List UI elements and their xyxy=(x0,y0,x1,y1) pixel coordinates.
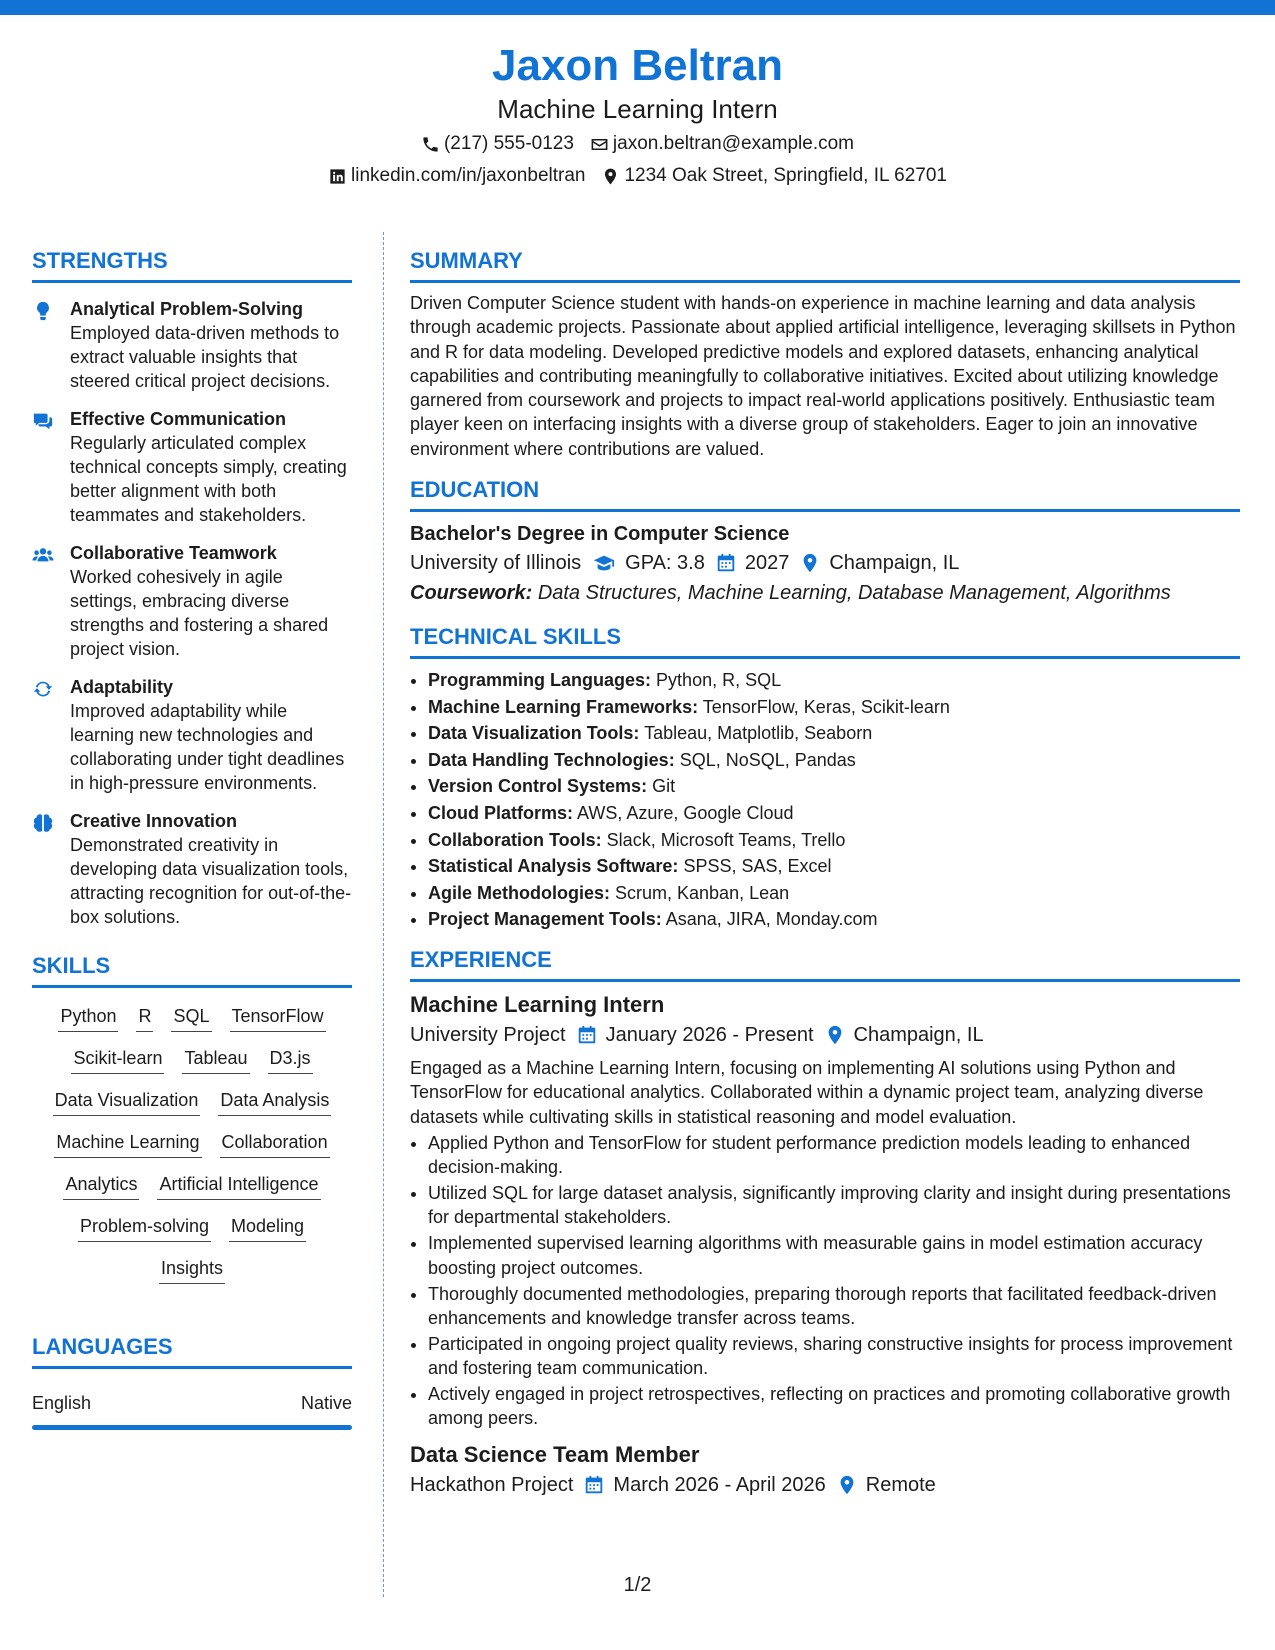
experience-rule xyxy=(410,979,1240,982)
map-pin-icon xyxy=(799,552,821,574)
skill-chip: Collaboration xyxy=(220,1130,330,1158)
coursework-label: Coursework: xyxy=(410,582,533,605)
graduation-year: 2027 xyxy=(744,552,790,575)
skill-chip: Tableau xyxy=(182,1046,249,1074)
tech-skill-item xyxy=(428,694,1240,721)
column-divider xyxy=(383,232,384,1597)
languages-heading: LANGUAGES xyxy=(32,1334,173,1359)
skill-chip: Python xyxy=(58,1004,118,1032)
skill-chip: Machine Learning xyxy=(54,1130,201,1158)
tech-skill-item xyxy=(428,880,1240,907)
job-dates: January 2026 - Present xyxy=(605,1024,814,1047)
job-bullet: • Utilized SQL for large dataset analysis, significantly improving clarity and insight during presentations for departmental stakeholders. xyxy=(428,1181,1240,1229)
brain-icon xyxy=(32,812,54,834)
skill-chip: SQL xyxy=(171,1004,211,1032)
strength-desc: Worked cohesively in agile settings, embracing diverse strengths and fostering a shared project vision. xyxy=(70,567,329,659)
sync-icon xyxy=(32,678,54,700)
skills-heading: SKILLS xyxy=(32,953,111,978)
job-bullet: • Actively engaged in project retrospectives, reflecting on practices and promoting collaborative growth among peers. xyxy=(428,1382,1240,1430)
candidate-name: Jaxon Beltran xyxy=(492,41,783,90)
skill-chip: Analytics xyxy=(63,1172,139,1200)
strength-title: Adaptability xyxy=(70,677,174,697)
tech-skill-value: TensorFlow, Keras, Scikit-learn xyxy=(702,696,950,717)
strength-item xyxy=(32,407,352,527)
education-location: Champaign, IL xyxy=(829,552,960,575)
job-bullet: • Participated in ongoing project quality reviews, sharing constructive insights for process improvement and fostering team communication. xyxy=(428,1332,1240,1380)
comments-icon xyxy=(32,410,54,432)
skills-list xyxy=(32,1004,352,1284)
strength-desc: Employed data-driven methods to extract valuable insights that steered critical project decisions. xyxy=(70,323,340,391)
summary-text: Driven Computer Science student with hands-on experience in machine learning and data analysis through academic projects. Passionate about applied artificial intelligence, leveraging skillsets in Python and R for data modeling. Developed predictive models and explored datasets, enhancing analytical capabilities and contributing meaningfully to collaborative initiatives. Excited about utilizing knowledge garnered from coursework and projects to impact real-world applications positively. Enthusiastic team player keen on interfacing insights with a diverse group of stakeholders. Eager to join an innovative environment where contributions are valued. xyxy=(410,293,1236,459)
summary-rule xyxy=(410,280,1240,283)
map-pin-icon xyxy=(601,167,620,186)
strength-desc: Regularly articulated complex technical concepts simply, creating better alignment with both teammates and stakeholders. xyxy=(70,433,347,525)
year-group xyxy=(715,548,790,578)
resume-header xyxy=(0,40,1275,190)
education-heading: EDUCATION xyxy=(410,477,540,503)
degree-title: Bachelor's Degree in Computer Science xyxy=(410,523,790,546)
tech-skill-value: Scrum, Kanban, Lean xyxy=(615,882,790,903)
education-location-group xyxy=(799,548,959,578)
page-number: 1/2 xyxy=(623,1574,652,1596)
linkedin-icon xyxy=(328,167,347,186)
tech-skill-value: Asana, JIRA, Monday.com xyxy=(665,909,878,930)
strength-item xyxy=(32,297,352,393)
strength-item xyxy=(32,809,352,929)
job-dates: March 2026 - April 2026 xyxy=(613,1474,826,1497)
experience-heading: EXPERIENCE xyxy=(410,947,552,973)
tech-skill-label: Programming Languages: xyxy=(428,670,652,691)
job-title: Data Science Team Member xyxy=(410,1442,700,1468)
job-bullet: • Thoroughly documented methodologies, preparing thorough reports that facilitated feedback-driven enhancements and knowledge transfer across teams. xyxy=(428,1282,1240,1330)
language-level: Native xyxy=(300,1393,352,1413)
strengths-rule xyxy=(32,280,352,283)
tech-skill-label: Cloud Platforms: xyxy=(428,803,574,824)
job-dates-group xyxy=(583,1470,825,1500)
skill-chip: TensorFlow xyxy=(230,1004,326,1032)
job-dates-group xyxy=(576,1020,814,1050)
tech-skill-value: SPSS, SAS, Excel xyxy=(683,856,832,877)
contact-row-2 xyxy=(0,162,1275,190)
gpa-group xyxy=(591,548,705,578)
tech-skill-item xyxy=(428,906,1240,933)
linkedin-text[interactable]: linkedin.com/in/jaxonbeltran xyxy=(351,165,586,186)
map-pin-icon xyxy=(836,1474,858,1496)
technical-skills-list xyxy=(410,667,1240,933)
coursework-line xyxy=(410,578,1240,608)
users-icon xyxy=(32,544,54,566)
coursework-list: Data Structures, Machine Learning, Database Management, Algorithms xyxy=(537,582,1171,605)
address-contact xyxy=(601,162,947,190)
tech-skill-label: Statistical Analysis Software: xyxy=(428,856,679,877)
job-location-group xyxy=(824,1020,984,1050)
tech-skill-item xyxy=(428,720,1240,747)
skill-chip: Problem-solving xyxy=(78,1214,211,1242)
tech-skill-item xyxy=(428,667,1240,694)
job-title: Machine Learning Intern xyxy=(410,992,665,1018)
skill-chip: Data Analysis xyxy=(218,1088,331,1116)
tech-skill-label: Agile Methodologies: xyxy=(428,882,610,903)
tech-skill-label: Machine Learning Frameworks: xyxy=(428,696,699,717)
job-bullets xyxy=(410,1131,1240,1430)
tech-skill-item xyxy=(428,773,1240,800)
tech-skill-item xyxy=(428,853,1240,880)
summary-heading: SUMMARY xyxy=(410,248,523,273)
tech-skill-label: Data Visualization Tools: xyxy=(428,723,640,744)
candidate-role: Machine Learning Intern xyxy=(497,94,778,124)
phone-contact xyxy=(421,130,574,158)
skill-chip: Data Visualization xyxy=(53,1088,201,1116)
technical-skills-rule xyxy=(410,656,1240,659)
tech-skill-value: Python, R, SQL xyxy=(656,670,782,691)
skills-rule xyxy=(32,985,352,988)
job-bullet: • Applied Python and TensorFlow for student performance prediction models leading to enhanced decision-making. xyxy=(428,1131,1240,1179)
email-text[interactable]: jaxon.beltran@example.com xyxy=(612,133,854,154)
tech-skill-value: SQL, NoSQL, Pandas xyxy=(679,749,856,770)
top-accent-bar xyxy=(0,0,1275,15)
calendar-icon xyxy=(715,552,737,574)
job-bullet: • Implemented supervised learning algorithms with measurable gains in model estimation accuracy boosting project outcomes. xyxy=(428,1231,1240,1279)
gpa-text: GPA: 3.8 xyxy=(625,552,705,575)
strength-item xyxy=(32,675,352,795)
education-meta xyxy=(410,548,1240,578)
strength-title: Creative Innovation xyxy=(70,811,238,831)
strength-title: Collaborative Teamwork xyxy=(70,543,277,563)
skill-chip: R xyxy=(136,1004,153,1032)
languages-rule xyxy=(32,1366,352,1369)
skill-chip: Modeling xyxy=(229,1214,306,1242)
calendar-icon xyxy=(583,1474,605,1496)
technical-skills-heading: TECHNICAL SKILLS xyxy=(410,624,622,650)
strength-desc: Improved adaptability while learning new technologies and collaborating under tight deadlines in high-pressure environments. xyxy=(70,701,345,793)
tech-skill-item xyxy=(428,827,1240,854)
job-meta xyxy=(410,1020,1240,1050)
job-description: Engaged as a Machine Learning Intern, focusing on implementing AI solutions using Python and TensorFlow for educational analytics. Collaborated within a dynamic project team, analyzing diverse datasets while cultivating skills in statistical reasoning and model evaluation. xyxy=(410,1058,1204,1127)
strength-item xyxy=(32,541,352,661)
job-meta xyxy=(410,1470,1240,1500)
strength-desc: Demonstrated creativity in developing data visualization tools, attracting recognition for out-of-the-box solutions. xyxy=(70,835,352,927)
phone-text: (217) 555-0123 xyxy=(443,133,574,154)
tech-skill-label: Collaboration Tools: xyxy=(428,829,602,850)
job-location: Champaign, IL xyxy=(853,1024,984,1047)
skill-chip: Insights xyxy=(159,1256,225,1284)
skill-chip: D3.js xyxy=(268,1046,313,1074)
job-org: Hackathon Project xyxy=(410,1474,574,1497)
graduation-cap-icon xyxy=(591,552,617,574)
education-rule xyxy=(410,509,1240,512)
job-location-group xyxy=(836,1470,936,1500)
tech-skill-value: AWS, Azure, Google Cloud xyxy=(577,803,794,824)
job-org: University Project xyxy=(410,1024,566,1047)
tech-skill-label: Data Handling Technologies: xyxy=(428,749,675,770)
tech-skill-label: Project Management Tools: xyxy=(428,909,662,930)
job-location: Remote xyxy=(865,1474,936,1497)
strengths-heading: STRENGTHS xyxy=(32,248,168,273)
tech-skill-value: Git xyxy=(652,776,676,797)
tech-skill-value: Tableau, Matplotlib, Seaborn xyxy=(644,723,873,744)
envelope-icon xyxy=(590,135,609,154)
linkedin-contact[interactable] xyxy=(328,162,585,190)
contact-row-1 xyxy=(0,130,1275,158)
tech-skill-item xyxy=(428,800,1240,827)
calendar-icon xyxy=(576,1024,598,1046)
map-pin-icon xyxy=(824,1024,846,1046)
address-text: 1234 Oak Street, Springfield, IL 62701 xyxy=(624,165,947,186)
tech-skill-item xyxy=(428,747,1240,774)
phone-icon xyxy=(421,135,440,154)
strength-title: Analytical Problem-Solving xyxy=(70,299,304,319)
skill-chip: Artificial Intelligence xyxy=(157,1172,320,1200)
lightbulb-icon xyxy=(32,300,54,322)
strength-title: Effective Communication xyxy=(70,409,287,429)
school-name: University of Illinois xyxy=(410,552,582,575)
tech-skill-label: Version Control Systems: xyxy=(428,776,648,797)
email-contact[interactable] xyxy=(590,130,854,158)
language-row xyxy=(32,1391,352,1415)
right-column xyxy=(410,246,1240,1500)
skill-chip: Scikit-learn xyxy=(71,1046,164,1074)
language-proficiency-bar xyxy=(32,1425,352,1430)
language-name: English xyxy=(32,1393,92,1413)
left-column xyxy=(32,246,352,1430)
tech-skill-value: Slack, Microsoft Teams, Trello xyxy=(606,829,846,850)
